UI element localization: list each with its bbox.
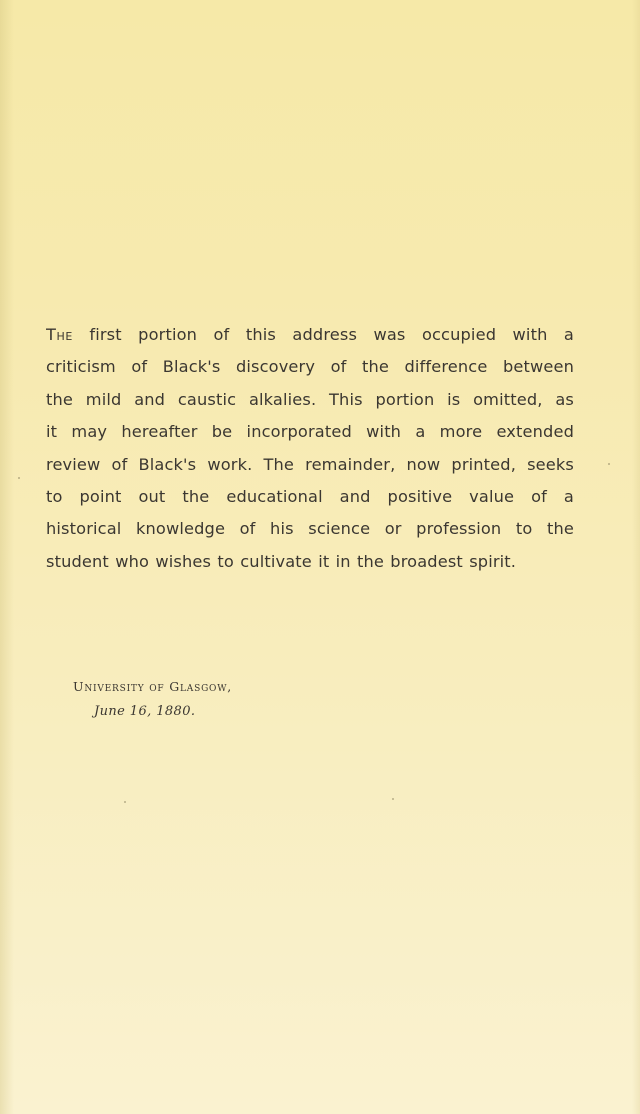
preface-lead-word: The: [46, 325, 73, 344]
preface-paragraph: [46, 319, 574, 578]
preface-line-1-text: first portion of this address was occupied with a: [89, 325, 574, 344]
paper-speck: [392, 798, 394, 800]
preface-line-2: criticism of Black's discovery of the difference between: [46, 357, 574, 377]
preface-line-5: review of Black's work. The remainder, now printed, seeks: [46, 454, 574, 474]
preface-line-6: to point out the educational and positive value of a: [46, 487, 574, 507]
page-edge-shadow-left: [0, 0, 14, 1114]
signature-institution: University of Glasgow,: [73, 679, 233, 694]
preface-line-8: student who wishes to cultivate it in the broadest spirit.: [46, 551, 517, 571]
preface-line-1: [46, 319, 574, 351]
paper-speck: [124, 801, 126, 803]
preface-line-7: historical knowledge of his science or profession to the: [46, 519, 574, 539]
paper-speck: [608, 463, 610, 465]
preface-line-4: it may hereafter be incorporated with a more extended: [46, 422, 574, 442]
signature-date: June 16, 1880.: [94, 704, 196, 719]
preface-line-3: the mild and caustic alkalies. This portion is omitted, as: [46, 389, 574, 409]
paper-speck: [18, 477, 20, 479]
page-edge-shadow-right: [632, 0, 640, 1114]
